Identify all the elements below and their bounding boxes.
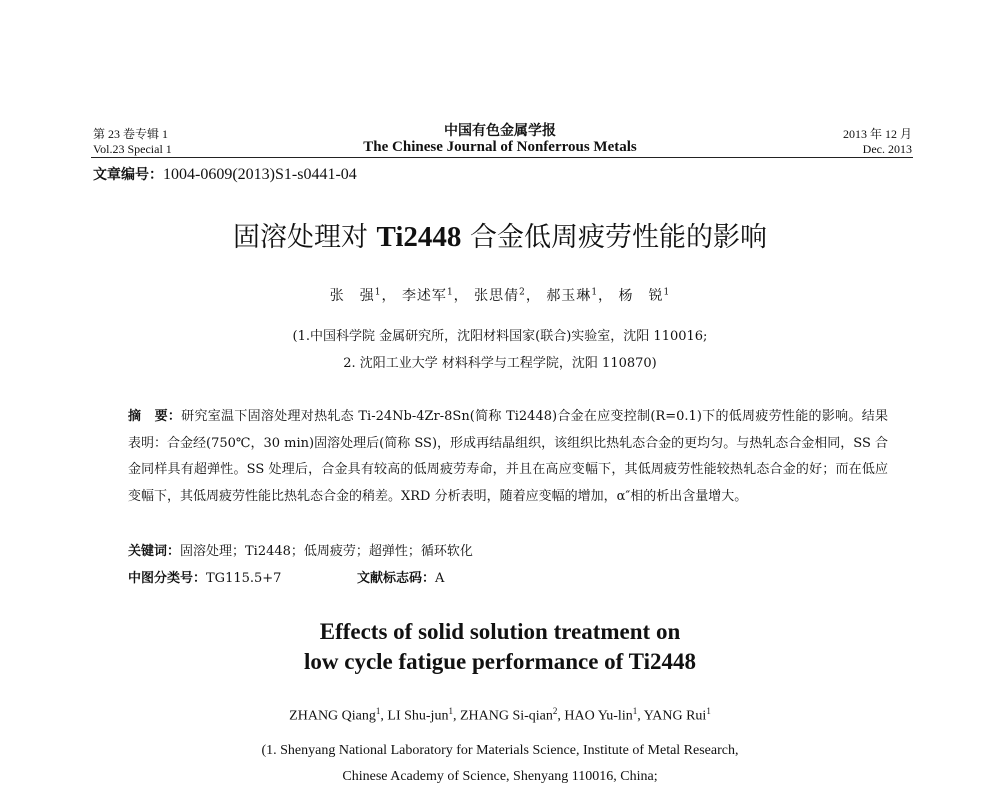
abstract-cn xyxy=(128,404,888,510)
keywords-label: 关键词： xyxy=(128,544,181,559)
title-en-line-1: Effects of solid solution treatment on xyxy=(319,619,681,644)
affiliation-cn-2: 2. 沈阳工业大学 材料科学与工程学院，沈阳 110870) xyxy=(343,356,657,371)
author-en-aff: 1 xyxy=(632,706,638,716)
affiliation-en-2: Chinese Academy of Science, Shenyang 110016, China; xyxy=(342,769,658,784)
abstract-text: 研究室温下固溶处理对热轧态 Ti-24Nb-4Zr-8Sn(简称 Ti2448)合金在应变控制(R=0.1)下的低周疲劳性能的影响。结果表明：合金经(750℃，30 min)固溶处理后(简称 SS)，形成再结晶组织，该组织比热轧态合金的更均匀。与热轧态合金相同，SS 合金同样具有超弹性。SS 处理后，合金具有较高的低周疲劳寿命，并且在高应变幅下，其低周疲劳性能较热轧态合金的好；而在低应变幅下，其低周疲劳性能比热轧态合金的稍差。XRD 分析表明，随着应变幅的增加，α″相的析出含量增大。 xyxy=(128,409,888,504)
affiliation-en-1: (1. Shenyang National Laboratory for Materials Science, Institute of Metal Research, xyxy=(261,743,739,758)
title-en-line-2: low cycle fatigue performance of Ti2448 xyxy=(304,649,696,674)
journal-name-en: The Chinese Journal of Nonferrous Metals xyxy=(363,139,637,155)
keywords-cn xyxy=(128,540,473,559)
article-number-label: 文章编号： xyxy=(93,167,163,183)
author-en-name: HAO Yu-lin xyxy=(564,708,633,724)
author-cn-aff: 1 xyxy=(663,287,671,298)
author-en-name: LI Shu-jun xyxy=(387,708,449,724)
document-code-label: 文献标志码： xyxy=(357,571,436,586)
author-cn-name: 张 强 xyxy=(329,288,375,304)
author-cn-aff: 1 xyxy=(374,287,382,298)
header-volume-cn: 第 23 卷专辑 1 xyxy=(93,127,169,141)
keywords-text: 固溶处理；Ti2448；低周疲劳；超弹性；循环软化 xyxy=(180,544,473,559)
abstract-label: 摘 要： xyxy=(128,409,182,424)
author-en-aff: 1 xyxy=(375,706,381,716)
header-date-cn: 2013 年 12 月 xyxy=(842,127,912,141)
author-cn-aff: 1 xyxy=(591,287,599,298)
document-code-value: A xyxy=(435,571,445,586)
title-cn-part2: 合金低周疲劳性能的影响 xyxy=(461,222,768,253)
header-rule xyxy=(91,157,913,158)
article-number xyxy=(93,164,357,184)
author-en-name: ZHANG Si-qian xyxy=(459,708,553,724)
article-number-value: 1004-0609(2013)S1-s0441-04 xyxy=(163,166,357,183)
author-en-aff: 1 xyxy=(448,706,453,716)
author-cn-aff: 2 xyxy=(519,287,526,298)
document-code xyxy=(357,567,444,586)
author-cn-name: 杨 锐 xyxy=(618,288,664,304)
author-en-name: YANG Rui xyxy=(643,708,707,724)
classification-label: 中图分类号： xyxy=(128,571,207,586)
header-date-en: Dec. 2013 xyxy=(862,142,912,156)
header-volume-en: Vol.23 Special 1 xyxy=(93,142,172,156)
authors-cn: 张 强$^1$， 李述军$^1$， 张思倩$^2$， 郝玉琳$^1$， 杨 锐$^1$ xyxy=(329,287,671,304)
author-cn-name: 郝玉琳 xyxy=(546,288,592,304)
author-en-aff: 1 xyxy=(706,706,711,716)
author-cn-aff: 1 xyxy=(446,287,454,298)
author-cn-name: 张思倩 xyxy=(474,288,520,304)
page-title-cn xyxy=(0,215,1000,254)
affiliation-cn-1: (1.中国科学院 金属研究所，沈阳材料国家(联合)实验室，沈阳 110016; xyxy=(292,329,708,344)
classification-number xyxy=(128,567,281,586)
author-cn-name: 李述军 xyxy=(401,288,447,304)
author-en-name: ZHANG Qiang xyxy=(289,708,376,724)
authors-en: ZHANG Qiang$^1$, LI Shu-jun$^1$, ZHANG Si-qian$^2$, HAO Yu-lin$^1$, YANG Rui$^1$ xyxy=(289,706,711,724)
classification-value: TG115.5+7 xyxy=(206,571,282,586)
title-cn-part1: 固溶处理对 xyxy=(232,222,377,253)
journal-name-cn: 中国有色金属学报 xyxy=(444,123,556,139)
title-cn-alloy: Ti2448 xyxy=(376,221,462,253)
author-en-aff: 2 xyxy=(552,706,558,716)
